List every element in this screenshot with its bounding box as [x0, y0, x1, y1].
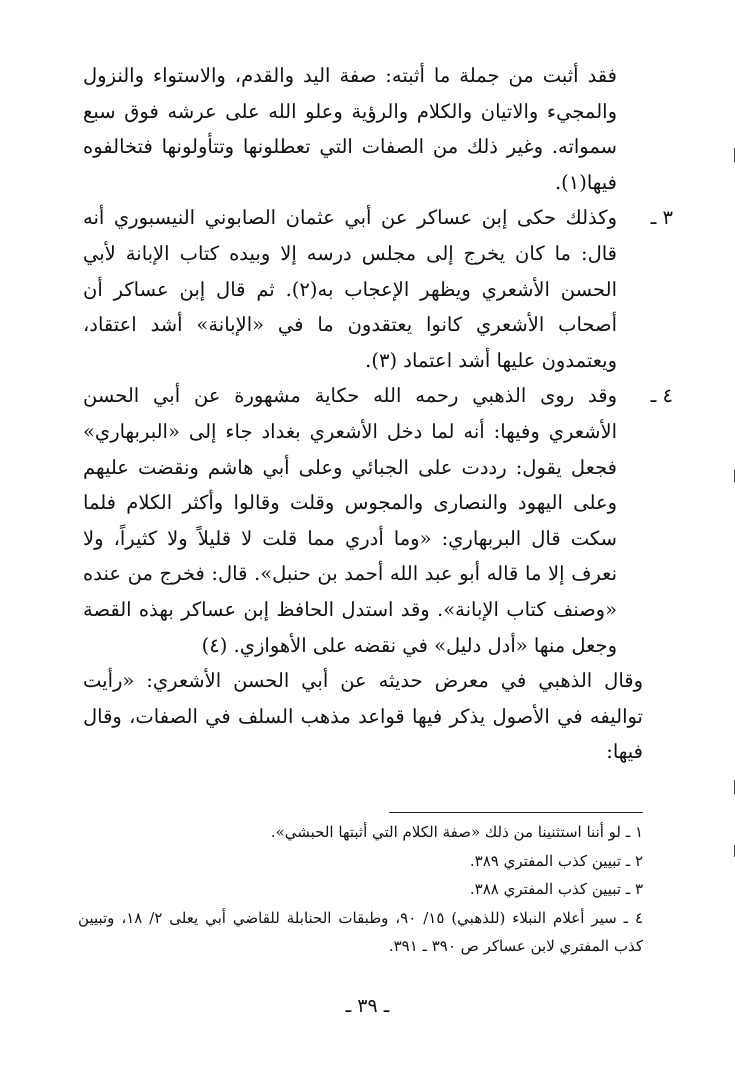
page-number: ـ ٣٩ ـ: [345, 995, 390, 1017]
item-3-text: وكذلك حكى إبن عساكر عن أبي عثمان الصابوني النيسبوري أنه قال: ما كان يخرج إلى مجلس درسه إلا وبيده كتاب الإبانة لأبي الحسن الأشعري ويظهر الإعجاب به(٢). ثم قال إبن عساكر أن أصحاب الأشعري كانوا يعتقدون ما في «الإبانة» أشد اعتقاد، ويعتمدون عليها أشد اعتماد (٣).: [83, 206, 617, 372]
footnote-4: ٤ ـ سير أعلام النبلاء (للذهبي) ١٥/ ٩٠، وطبقات الحنابلة للقاضي أبي يعلى ٢/ ١٨، وتبيين كذب المفتري لابن عساكر ص ٣٩٠ ـ ٣٩١.: [78, 908, 644, 955]
footnote-3: ٣ ـ تبيين كذب المفتري ٣٨٨.: [469, 880, 643, 898]
footnotes: [78, 818, 643, 961]
paragraph-1: فقد أثبت من جملة ما أثبته: صفة اليد والقدم، والاستواء والنزول والمجيء والاتيان والكلام والرؤية وعلو الله على عرشه فوق سبع سمواته. وغير ذلك من الصفات التي تعطلونها وتتأولونها فتخالفوه فيها(١).: [83, 64, 617, 194]
item-4-text: وقد روى الذهبي رحمه الله حكاية مشهورة عن أبي الحسن الأشعري وفيها: أنه لما دخل الأشعري بغداد جاء إلى «البربهاري» فجعل يقول: رددت على الجبائي وعلى أبي هاشم ونقضت عليهم وعلى اليهود والنصارى والمجوس وقلت وقالوا وأكثر الكلام فلما سكت قال البربهاري: «وما أدري مما قلت لا قليلاً ولا كثيراً، ولا نعرف إلا ما قاله أبو عبد الله أحمد بن حنبل». قال: فخرج من عنده «وصنف كتاب الإبانة». وقد استدل الحافظ إبن عساكر بهذه القصة وجعل منها «أدل دليل» في نقضه على الأهوازي. (٤): [83, 384, 617, 657]
item-number-3: ٣ ـ: [650, 206, 673, 230]
item-number-4: ٤ ـ: [650, 384, 673, 408]
main-text: [83, 58, 673, 770]
footnote-separator: [389, 812, 643, 813]
numbered-item-4: [83, 378, 673, 663]
footnote-1: ١ ـ لو أننا استثنينا من ذلك «صفة الكلام التي أثبتها الحبشي».: [270, 823, 643, 841]
numbered-item-3: [83, 200, 673, 378]
footnote-2: ٢ ـ تبيين كذب المفتري ٣٨٩.: [469, 851, 643, 870]
paragraph-5: وقال الذهبي في معرض حديثه عن أبي الحسن الأشعري: «رأيت تواليفه في الأصول يذكر فيها قواعد مذهب السلف في الصفات، وقال فيها:: [83, 669, 643, 764]
